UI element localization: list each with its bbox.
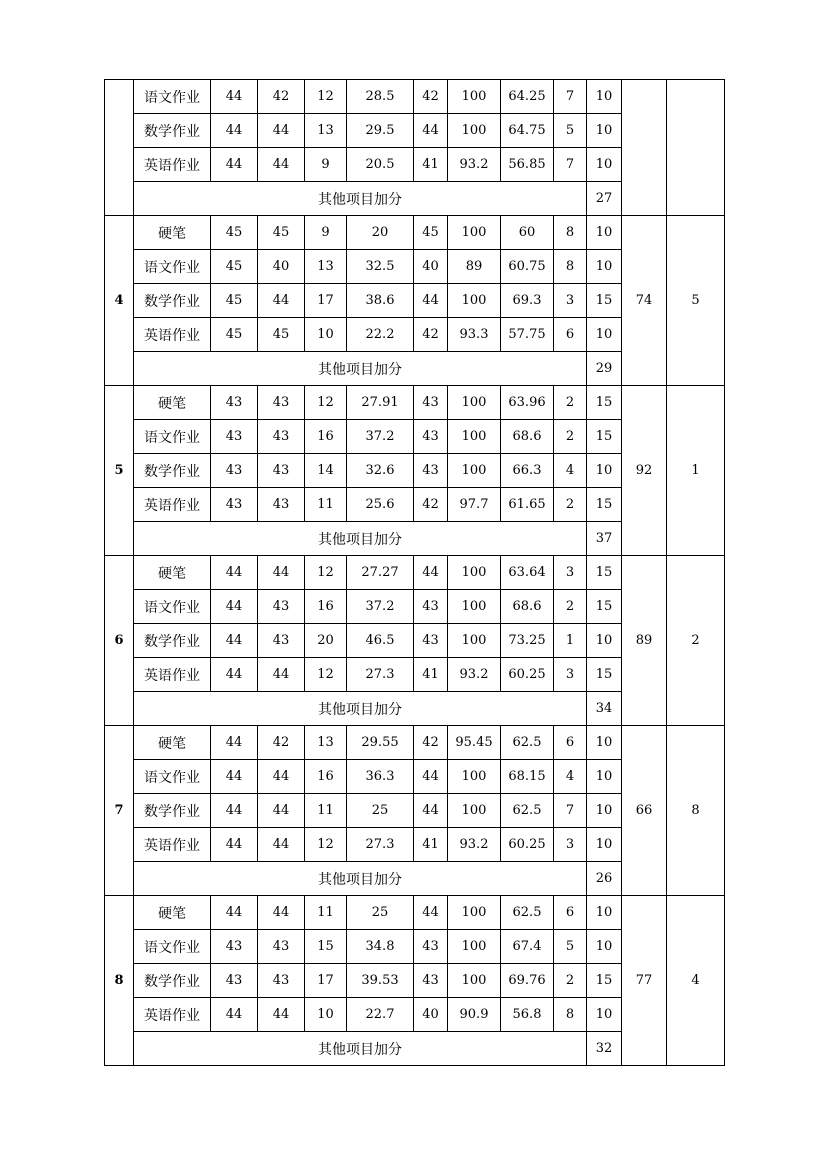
value-cell: 10 (587, 148, 622, 182)
item-name-cell: 硬笔 (134, 216, 211, 250)
value-cell: 3 (554, 284, 587, 318)
value-cell: 15 (587, 964, 622, 998)
value-cell: 42 (414, 318, 448, 352)
value-cell: 43 (258, 488, 305, 522)
value-cell: 36.3 (347, 760, 414, 794)
value-cell: 8 (554, 998, 587, 1032)
value-cell: 100 (448, 216, 501, 250)
value-cell: 10 (587, 896, 622, 930)
value-cell: 100 (448, 114, 501, 148)
value-cell: 93.2 (448, 148, 501, 182)
value-cell: 67.4 (501, 930, 554, 964)
other-bonus-label: 其他项目加分 (134, 352, 587, 386)
value-cell: 100 (448, 624, 501, 658)
other-bonus-score: 27 (587, 182, 622, 216)
value-cell: 66.3 (501, 454, 554, 488)
value-cell: 60.25 (501, 828, 554, 862)
value-cell: 93.2 (448, 658, 501, 692)
value-cell: 44 (414, 114, 448, 148)
item-name-cell: 语文作业 (134, 930, 211, 964)
value-cell: 8 (554, 250, 587, 284)
value-cell: 100 (448, 590, 501, 624)
value-cell: 32.6 (347, 454, 414, 488)
value-cell: 16 (305, 590, 347, 624)
item-name-cell: 硬笔 (134, 386, 211, 420)
value-cell: 37.2 (347, 420, 414, 454)
value-cell: 100 (448, 556, 501, 590)
value-cell: 10 (587, 828, 622, 862)
value-cell: 64.25 (501, 80, 554, 114)
item-name-cell: 数学作业 (134, 284, 211, 318)
value-cell: 42 (414, 488, 448, 522)
value-cell: 97.7 (448, 488, 501, 522)
value-cell: 25 (347, 794, 414, 828)
value-cell: 20 (305, 624, 347, 658)
value-cell: 43 (258, 964, 305, 998)
value-cell: 100 (448, 386, 501, 420)
value-cell: 44 (258, 658, 305, 692)
value-cell: 68.6 (501, 590, 554, 624)
value-cell: 44 (211, 590, 258, 624)
value-cell: 2 (554, 488, 587, 522)
value-cell: 44 (211, 828, 258, 862)
item-name-cell: 语文作业 (134, 420, 211, 454)
value-cell: 25 (347, 896, 414, 930)
value-cell: 10 (587, 454, 622, 488)
value-cell: 11 (305, 794, 347, 828)
value-cell: 10 (587, 794, 622, 828)
value-cell: 61.65 (501, 488, 554, 522)
value-cell: 15 (587, 556, 622, 590)
value-cell: 63.64 (501, 556, 554, 590)
class-number-cell: 8 (105, 896, 134, 1066)
value-cell: 100 (448, 284, 501, 318)
value-cell: 43 (414, 386, 448, 420)
score-table (104, 79, 725, 1066)
value-cell: 44 (414, 760, 448, 794)
value-cell: 15 (587, 658, 622, 692)
value-cell: 44 (211, 114, 258, 148)
value-cell: 12 (305, 556, 347, 590)
value-cell: 45 (211, 284, 258, 318)
value-cell: 10 (587, 624, 622, 658)
value-cell: 89 (448, 250, 501, 284)
other-bonus-score: 32 (587, 1032, 622, 1066)
item-name-cell: 英语作业 (134, 318, 211, 352)
value-cell: 10 (587, 726, 622, 760)
value-cell: 29.5 (347, 114, 414, 148)
value-cell: 20 (347, 216, 414, 250)
value-cell: 100 (448, 80, 501, 114)
value-cell: 60.75 (501, 250, 554, 284)
class-number-cell: 4 (105, 216, 134, 386)
value-cell: 68.6 (501, 420, 554, 454)
value-cell: 44 (258, 828, 305, 862)
value-cell: 25.6 (347, 488, 414, 522)
value-cell: 44 (211, 998, 258, 1032)
class-rank-cell: 2 (667, 556, 725, 726)
value-cell: 42 (414, 80, 448, 114)
value-cell: 43 (258, 454, 305, 488)
value-cell: 13 (305, 114, 347, 148)
class-number-cell: 5 (105, 386, 134, 556)
class-total-cell: 92 (622, 386, 667, 556)
value-cell: 44 (258, 998, 305, 1032)
value-cell: 10 (587, 318, 622, 352)
item-name-cell: 硬笔 (134, 896, 211, 930)
value-cell: 10 (587, 930, 622, 964)
value-cell: 43 (258, 590, 305, 624)
value-cell: 57.75 (501, 318, 554, 352)
value-cell: 45 (414, 216, 448, 250)
value-cell: 43 (211, 964, 258, 998)
value-cell: 43 (258, 386, 305, 420)
value-cell: 16 (305, 760, 347, 794)
value-cell: 38.6 (347, 284, 414, 318)
value-cell: 44 (414, 896, 448, 930)
table-row (105, 556, 725, 590)
value-cell: 15 (305, 930, 347, 964)
value-cell: 11 (305, 896, 347, 930)
value-cell: 15 (587, 420, 622, 454)
item-name-cell: 英语作业 (134, 488, 211, 522)
value-cell: 1 (554, 624, 587, 658)
value-cell: 69.76 (501, 964, 554, 998)
value-cell: 44 (211, 726, 258, 760)
class-number-cell: 6 (105, 556, 134, 726)
value-cell: 10 (587, 998, 622, 1032)
class-total-cell: 66 (622, 726, 667, 896)
table-row (105, 216, 725, 250)
class-rank-cell: 1 (667, 386, 725, 556)
table-row (105, 896, 725, 930)
value-cell: 15 (587, 386, 622, 420)
value-cell: 60.25 (501, 658, 554, 692)
value-cell: 100 (448, 454, 501, 488)
value-cell: 6 (554, 726, 587, 760)
value-cell: 93.2 (448, 828, 501, 862)
value-cell: 2 (554, 590, 587, 624)
value-cell: 43 (414, 624, 448, 658)
value-cell: 27.3 (347, 658, 414, 692)
value-cell: 12 (305, 828, 347, 862)
value-cell: 44 (258, 896, 305, 930)
value-cell: 45 (211, 250, 258, 284)
value-cell: 44 (258, 284, 305, 318)
item-name-cell: 语文作业 (134, 590, 211, 624)
table-row (105, 80, 725, 114)
value-cell: 62.5 (501, 896, 554, 930)
value-cell: 42 (414, 726, 448, 760)
value-cell: 7 (554, 80, 587, 114)
value-cell: 43 (258, 930, 305, 964)
value-cell: 15 (587, 488, 622, 522)
value-cell: 45 (258, 318, 305, 352)
value-cell: 40 (414, 250, 448, 284)
value-cell: 27.3 (347, 828, 414, 862)
value-cell: 10 (587, 250, 622, 284)
item-name-cell: 数学作业 (134, 454, 211, 488)
value-cell: 43 (414, 964, 448, 998)
value-cell: 17 (305, 284, 347, 318)
value-cell: 43 (211, 488, 258, 522)
value-cell: 44 (211, 624, 258, 658)
value-cell: 43 (211, 420, 258, 454)
value-cell: 11 (305, 488, 347, 522)
value-cell: 10 (305, 998, 347, 1032)
class-total-cell: 77 (622, 896, 667, 1066)
value-cell: 44 (414, 284, 448, 318)
class-total-cell: 89 (622, 556, 667, 726)
value-cell: 22.7 (347, 998, 414, 1032)
value-cell: 43 (258, 420, 305, 454)
value-cell: 44 (211, 658, 258, 692)
value-cell: 4 (554, 454, 587, 488)
other-bonus-label: 其他项目加分 (134, 862, 587, 896)
item-name-cell: 硬笔 (134, 726, 211, 760)
value-cell: 43 (414, 454, 448, 488)
other-bonus-score: 34 (587, 692, 622, 726)
value-cell: 9 (305, 216, 347, 250)
item-name-cell: 数学作业 (134, 794, 211, 828)
value-cell: 20.5 (347, 148, 414, 182)
value-cell: 8 (554, 216, 587, 250)
item-name-cell: 英语作业 (134, 148, 211, 182)
class-total-cell: 74 (622, 216, 667, 386)
table-row (105, 726, 725, 760)
value-cell: 10 (587, 80, 622, 114)
value-cell: 10 (587, 760, 622, 794)
value-cell: 44 (414, 794, 448, 828)
item-name-cell: 语文作业 (134, 80, 211, 114)
class-rank-cell: 4 (667, 896, 725, 1066)
value-cell: 37.2 (347, 590, 414, 624)
class-rank-cell: 8 (667, 726, 725, 896)
other-bonus-score: 26 (587, 862, 622, 896)
value-cell: 73.25 (501, 624, 554, 658)
item-name-cell: 数学作业 (134, 624, 211, 658)
value-cell: 12 (305, 80, 347, 114)
value-cell: 7 (554, 148, 587, 182)
value-cell: 62.5 (501, 794, 554, 828)
value-cell: 7 (554, 794, 587, 828)
value-cell: 100 (448, 760, 501, 794)
item-name-cell: 英语作业 (134, 658, 211, 692)
item-name-cell: 硬笔 (134, 556, 211, 590)
value-cell: 3 (554, 556, 587, 590)
other-bonus-label: 其他项目加分 (134, 692, 587, 726)
value-cell: 43 (414, 930, 448, 964)
value-cell: 44 (258, 556, 305, 590)
item-name-cell: 语文作业 (134, 250, 211, 284)
value-cell: 43 (414, 420, 448, 454)
value-cell: 34.8 (347, 930, 414, 964)
value-cell: 44 (211, 556, 258, 590)
item-name-cell: 语文作业 (134, 760, 211, 794)
value-cell: 100 (448, 896, 501, 930)
value-cell: 56.8 (501, 998, 554, 1032)
value-cell: 32.5 (347, 250, 414, 284)
value-cell: 44 (258, 114, 305, 148)
value-cell: 13 (305, 250, 347, 284)
value-cell: 12 (305, 386, 347, 420)
value-cell: 100 (448, 420, 501, 454)
item-name-cell: 数学作业 (134, 964, 211, 998)
value-cell: 90.9 (448, 998, 501, 1032)
value-cell: 12 (305, 658, 347, 692)
value-cell: 43 (414, 590, 448, 624)
other-bonus-label: 其他项目加分 (134, 1032, 587, 1066)
value-cell: 6 (554, 896, 587, 930)
value-cell: 60 (501, 216, 554, 250)
value-cell: 44 (258, 794, 305, 828)
value-cell: 14 (305, 454, 347, 488)
value-cell: 45 (211, 216, 258, 250)
value-cell: 62.5 (501, 726, 554, 760)
value-cell: 39.53 (347, 964, 414, 998)
value-cell: 100 (448, 964, 501, 998)
item-name-cell: 数学作业 (134, 114, 211, 148)
value-cell: 15 (587, 284, 622, 318)
value-cell: 40 (258, 250, 305, 284)
value-cell: 44 (211, 148, 258, 182)
class-number-cell: 7 (105, 726, 134, 896)
table-row (105, 386, 725, 420)
value-cell: 29.55 (347, 726, 414, 760)
value-cell: 5 (554, 930, 587, 964)
value-cell: 100 (448, 930, 501, 964)
class-rank-cell (667, 80, 725, 216)
value-cell: 3 (554, 828, 587, 862)
other-bonus-label: 其他项目加分 (134, 522, 587, 556)
value-cell: 22.2 (347, 318, 414, 352)
value-cell: 44 (258, 148, 305, 182)
value-cell: 93.3 (448, 318, 501, 352)
value-cell: 17 (305, 964, 347, 998)
value-cell: 44 (211, 896, 258, 930)
item-name-cell: 英语作业 (134, 828, 211, 862)
value-cell: 10 (587, 216, 622, 250)
class-rank-cell: 5 (667, 216, 725, 386)
value-cell: 68.15 (501, 760, 554, 794)
value-cell: 95.45 (448, 726, 501, 760)
value-cell: 28.5 (347, 80, 414, 114)
value-cell: 69.3 (501, 284, 554, 318)
value-cell: 9 (305, 148, 347, 182)
other-bonus-label: 其他项目加分 (134, 182, 587, 216)
class-total-cell (622, 80, 667, 216)
value-cell: 10 (305, 318, 347, 352)
value-cell: 43 (211, 386, 258, 420)
value-cell: 27.27 (347, 556, 414, 590)
value-cell: 44 (258, 760, 305, 794)
other-bonus-score: 37 (587, 522, 622, 556)
value-cell: 44 (211, 760, 258, 794)
value-cell: 43 (211, 454, 258, 488)
value-cell: 42 (258, 80, 305, 114)
value-cell: 10 (587, 114, 622, 148)
value-cell: 2 (554, 420, 587, 454)
value-cell: 63.96 (501, 386, 554, 420)
other-bonus-score: 29 (587, 352, 622, 386)
value-cell: 100 (448, 794, 501, 828)
value-cell: 42 (258, 726, 305, 760)
value-cell: 45 (258, 216, 305, 250)
value-cell: 2 (554, 964, 587, 998)
value-cell: 4 (554, 760, 587, 794)
value-cell: 43 (258, 624, 305, 658)
value-cell: 46.5 (347, 624, 414, 658)
value-cell: 44 (414, 556, 448, 590)
value-cell: 44 (211, 80, 258, 114)
value-cell: 15 (587, 590, 622, 624)
value-cell: 56.85 (501, 148, 554, 182)
value-cell: 44 (211, 794, 258, 828)
value-cell: 13 (305, 726, 347, 760)
value-cell: 3 (554, 658, 587, 692)
value-cell: 5 (554, 114, 587, 148)
value-cell: 64.75 (501, 114, 554, 148)
value-cell: 6 (554, 318, 587, 352)
value-cell: 27.91 (347, 386, 414, 420)
value-cell: 43 (211, 930, 258, 964)
value-cell: 2 (554, 386, 587, 420)
value-cell: 41 (414, 148, 448, 182)
value-cell: 16 (305, 420, 347, 454)
class-number-cell (105, 80, 134, 216)
value-cell: 45 (211, 318, 258, 352)
value-cell: 40 (414, 998, 448, 1032)
item-name-cell: 英语作业 (134, 998, 211, 1032)
value-cell: 41 (414, 658, 448, 692)
value-cell: 41 (414, 828, 448, 862)
